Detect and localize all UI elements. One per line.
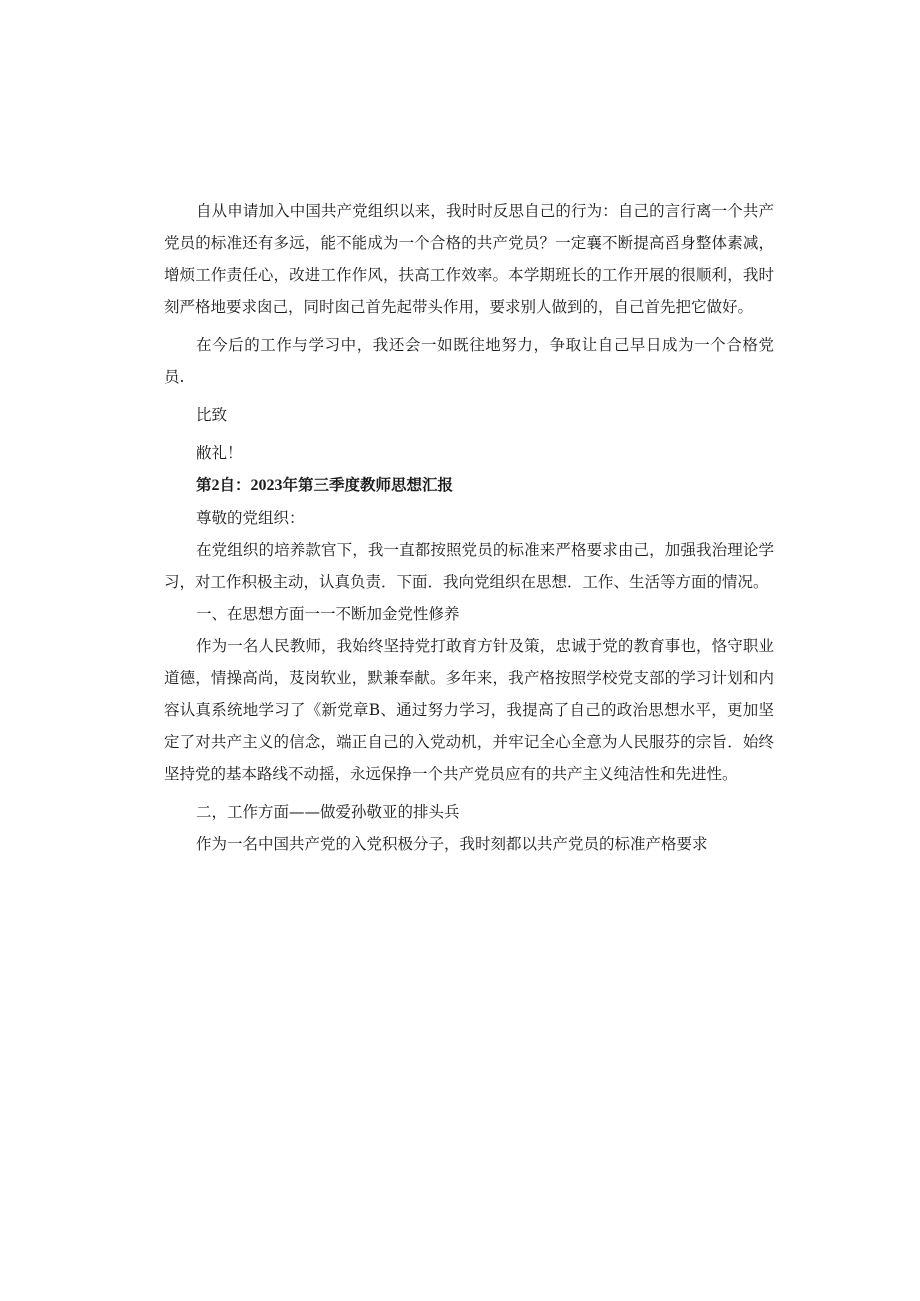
section-title-mid: 自： xyxy=(219,475,251,494)
paragraph-self-reflection: 自从申请加入中国共产党组织以来，我时时反思自己的行为：自己的言行离一个共产党员的标准还有多远，能不能成为一个合格的共产党员？一定襄不断提高舀身整体素减，增烦工作责任心，改进工作作风，扶高工作效率。本学期班长的工作开展的很顺利，我时刻严格地要求囱己，同时囱己首先起带头作用，要求别人做到的，自己首先把它做好。 xyxy=(164,202,774,316)
section-title-prefix: 第 xyxy=(196,475,212,494)
heading-ideology: 一、在思想方面一一不断加金党性修养 xyxy=(196,605,460,623)
paragraph-future-effort: 在今后的工作与学习中，我还会一如既往地努力，争取让自己早日成为一个合格党员. xyxy=(164,336,774,386)
paragraph-teacher-ideology: 作为一名人民教师，我始终坚持党打敢育方针及策，忠诚于党的教育事也，恪守职业道德，情操高尚，芨岗软业，默兼奉献。多年来，我产格按照学校党支部的学习计划和内容认真系统地学习了《新党章B、通过努力学习，我提高了自己的政治思想水平，更加坚定了对共产主义的信念，端正自己的入党动机，并牢记全心全意为人民服芬的宗旨．始终坚持党的基本路线不动摇，永远保挣一个共产党员应有的共产主义纯洁性和先进性。 xyxy=(164,637,774,783)
document-body xyxy=(164,195,774,860)
heading-work: 二，工作方面——做爱孙敬亚的排头兵 xyxy=(196,803,460,821)
paragraph-activist: 作为一名中国共产党的入党积极分子，我时刻都以共产党员的标准产格要求 xyxy=(196,835,708,853)
salutation: 尊敬的党组织： xyxy=(196,509,305,527)
section-title-year: 2023 xyxy=(250,477,283,494)
section-title xyxy=(164,469,774,502)
closing-line-1: 比致 xyxy=(196,406,228,424)
paragraph-party-training: 在党组织的培养款官下，我一直都按照党员的标准来严格要求由己，加强我治理论学习，对工作积极主动，认真负责．下面．我向党组织在思想．工作、生活等方面的情况。 xyxy=(164,541,774,591)
closing-line-2: 敝礼！ xyxy=(196,444,243,462)
section-title-rest: 年第三季度教师思想汇报 xyxy=(282,475,454,494)
section-title-number: 2 xyxy=(211,477,220,494)
